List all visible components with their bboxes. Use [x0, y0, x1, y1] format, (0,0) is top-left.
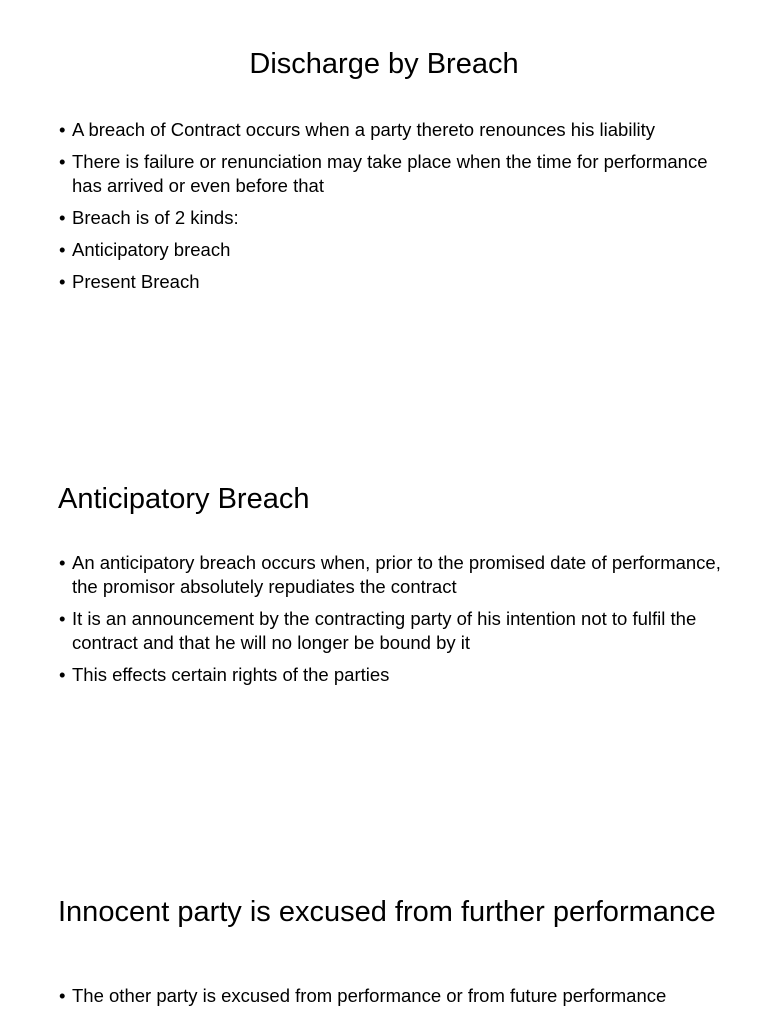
list-item: • This effects certain rights of the parties	[59, 664, 390, 685]
list-item: • An anticipatory breach occurs when, prior to the promised date of performance, the promisor absolutely repudiates the contract	[59, 552, 721, 597]
list-item: • Present Breach	[59, 271, 200, 292]
bullet-icon: •	[59, 664, 66, 685]
list-item: • It is an announcement by the contracting party of his intention not to fulfil the contract and that he will no longer be bound by it	[59, 608, 697, 653]
bullet-list	[58, 984, 738, 1016]
bullet-icon: •	[59, 985, 66, 1006]
bullet-icon: •	[59, 151, 66, 172]
list-item: • There is failure or renunciation may take place when the time for performance has arrived or even before that	[59, 151, 708, 196]
bullet-icon: •	[59, 119, 66, 140]
bullet-list	[58, 551, 738, 695]
slide-discharge-by-breach	[0, 0, 768, 430]
list-item: • A breach of Contract occurs when a party thereto renounces his liability	[59, 119, 656, 140]
bullet-list	[58, 118, 738, 302]
bullet-icon: •	[59, 207, 66, 228]
slide-innocent-party	[0, 860, 768, 1024]
bullet-icon: •	[59, 552, 66, 573]
slide-anticipatory-breach	[0, 430, 768, 860]
bullet-icon: •	[59, 239, 66, 260]
slide-title: Innocent party is excused from further performance	[58, 896, 716, 928]
list-item: • The other party is excused from performance or from future performance	[59, 985, 667, 1006]
list-item: • Anticipatory breach	[59, 239, 231, 260]
bullet-icon: •	[59, 271, 66, 292]
bullet-icon: •	[59, 608, 66, 629]
list-item: • Breach is of 2 kinds:	[59, 207, 239, 228]
slide-title: Discharge by Breach	[249, 48, 519, 80]
slide-title: Anticipatory Breach	[58, 483, 310, 515]
